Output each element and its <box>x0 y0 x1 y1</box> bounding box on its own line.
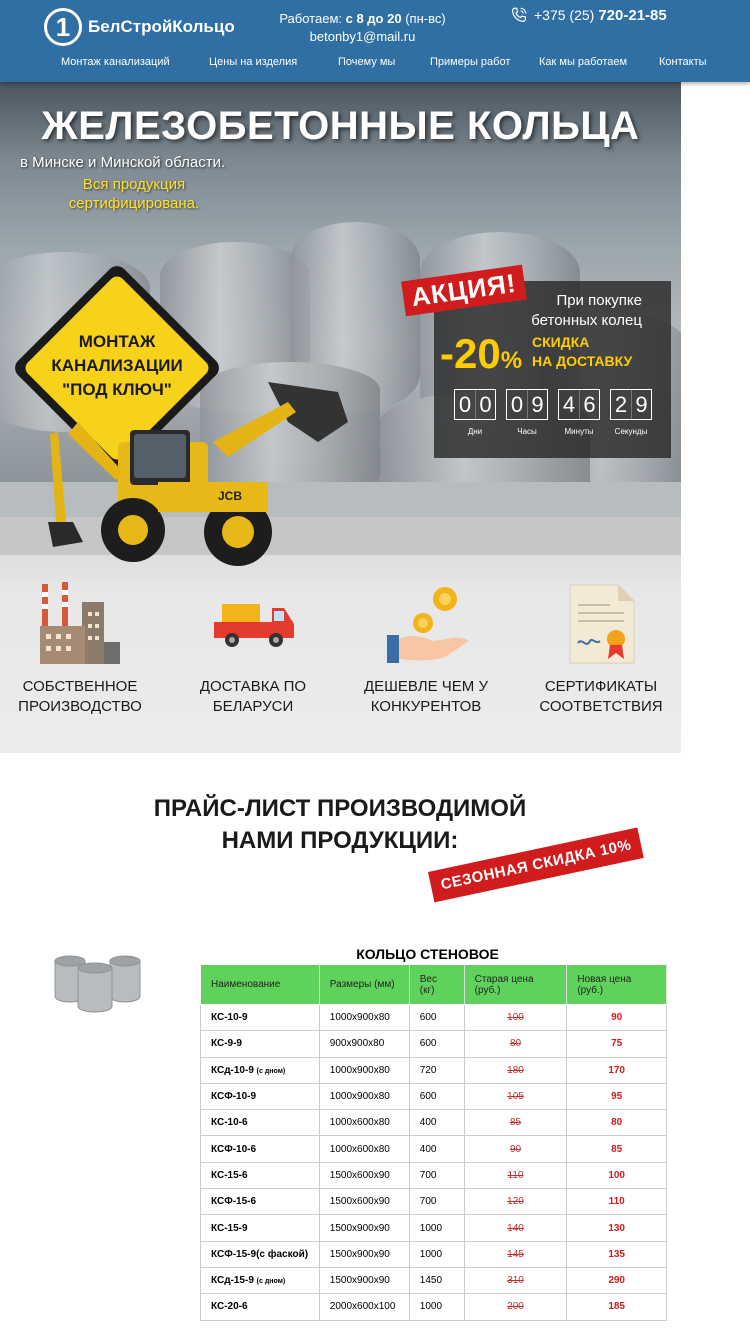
sign-text: МОНТАЖ КАНАЛИЗАЦИИ "ПОД КЛЮЧ" <box>51 332 183 399</box>
phone-link[interactable] <box>510 6 667 24</box>
feature-certificates <box>516 677 686 717</box>
feature-line1: ДЕШЕВЛЕ ЧЕМ У <box>364 678 488 695</box>
product-name-text: КСФ-15-9(с фаской) <box>211 1248 309 1260</box>
promo-discount-line2: НА ДОСТАВКУ <box>532 353 633 369</box>
certificate-icon <box>568 583 636 665</box>
product-name <box>201 1189 320 1215</box>
product-weight <box>409 1267 464 1293</box>
product-name <box>201 1110 320 1136</box>
old-price <box>464 1294 567 1320</box>
timer-hours <box>502 389 552 436</box>
old-price <box>464 1215 567 1241</box>
old-price <box>464 1136 567 1162</box>
timer-digit: 4 <box>562 392 576 417</box>
new-price-text: 185 <box>608 1301 625 1313</box>
product-weight <box>409 1057 464 1083</box>
product-size <box>319 1136 409 1162</box>
old-price <box>464 1031 567 1057</box>
main-nav <box>0 56 750 72</box>
old-price <box>464 1005 567 1031</box>
product-name-text: КС-10-6 <box>211 1117 248 1129</box>
product-name-text: КСд-15-9 <box>211 1275 254 1287</box>
new-price <box>567 1110 667 1136</box>
old-price-text: 110 <box>507 1169 524 1181</box>
nav-how-we-work[interactable]: Как мы работаем <box>539 56 628 68</box>
table-row <box>201 1083 667 1109</box>
new-price <box>567 1215 667 1241</box>
timer-label: Дни <box>467 427 483 436</box>
countdown-timer <box>450 389 656 436</box>
new-price-text: 170 <box>608 1064 625 1076</box>
old-price <box>464 1110 567 1136</box>
old-price-text: 310 <box>507 1275 524 1287</box>
product-name-text: КСФ-10-6 <box>211 1143 257 1155</box>
work-hours <box>260 10 465 46</box>
table-row <box>201 1057 667 1083</box>
old-price-text: 120 <box>507 1196 524 1208</box>
work-hours-bold: с 8 до 20 <box>345 11 402 26</box>
product-size-text: 1500х600х90 <box>329 1196 390 1208</box>
table-row <box>201 1031 667 1057</box>
product-name-text: КСФ-15-6 <box>211 1196 257 1208</box>
new-price <box>567 1189 667 1215</box>
new-price <box>567 1294 667 1320</box>
new-price-text: 100 <box>608 1169 625 1181</box>
new-price-text: 95 <box>611 1091 623 1103</box>
new-price-text: 135 <box>608 1248 625 1260</box>
timer-digit: 6 <box>579 390 599 419</box>
product-name <box>201 1267 320 1293</box>
column-header: Новая цена (руб.) <box>567 965 667 1005</box>
table-row <box>201 1005 667 1031</box>
feature-line1: ДОСТАВКА ПО <box>199 678 307 695</box>
table-row <box>201 1294 667 1320</box>
product-weight-text: 1000 <box>419 1222 443 1234</box>
old-price <box>464 1267 567 1293</box>
old-price <box>464 1057 567 1083</box>
feature-line2: БЕЛАРУСИ <box>212 698 294 715</box>
season-discount-badge: СЕЗОННАЯ СКИДКА 10% <box>428 827 644 902</box>
nav-why-us[interactable]: Почему мы <box>338 56 396 68</box>
product-weight <box>409 1215 464 1241</box>
product-note: (с дном) <box>256 1278 286 1286</box>
promo-percent-sign: % <box>500 347 523 374</box>
old-price-text: 105 <box>507 1091 524 1103</box>
new-price <box>567 1057 667 1083</box>
product-name-text: КС-15-6 <box>211 1169 248 1181</box>
product-name <box>201 1162 320 1188</box>
truck-icon <box>212 598 296 650</box>
old-price-text: 90 <box>509 1143 522 1155</box>
price-table-body <box>201 1005 667 1321</box>
product-size-text: 1500х900х90 <box>329 1275 390 1287</box>
table-row <box>201 1267 667 1293</box>
product-name-text: КС-10-9 <box>211 1012 248 1024</box>
product-weight-text: 400 <box>419 1143 437 1155</box>
product-name <box>201 1215 320 1241</box>
feature-line2: КОНКУРЕНТОВ <box>370 698 482 715</box>
product-name-text: КС-9-9 <box>211 1038 242 1050</box>
product-weight <box>409 1110 464 1136</box>
logo-number: 1 <box>44 8 82 46</box>
product-name-text: КСд-10-9 <box>211 1064 254 1076</box>
product-name <box>201 1005 320 1031</box>
phone-number: 720-21-85 <box>598 6 667 24</box>
product-weight-text: 700 <box>419 1169 437 1181</box>
product-weight <box>409 1083 464 1109</box>
product-size <box>319 1267 409 1293</box>
timer-minutes <box>554 389 604 436</box>
product-name-text: КС-15-9 <box>211 1222 248 1234</box>
product-weight <box>409 1189 464 1215</box>
product-weight-text: 1000 <box>419 1301 443 1313</box>
new-price <box>567 1083 667 1109</box>
product-weight-text: 1000 <box>419 1248 443 1260</box>
product-name <box>201 1083 320 1109</box>
new-price-text: 85 <box>611 1143 623 1155</box>
product-size <box>319 1241 409 1267</box>
product-name <box>201 1241 320 1267</box>
product-size-text: 1500х900х90 <box>329 1222 390 1234</box>
new-price-text: 110 <box>608 1196 625 1208</box>
table-row <box>201 1110 667 1136</box>
phone-icon <box>510 6 528 24</box>
product-size <box>319 1005 409 1031</box>
product-size-text: 1000х600х80 <box>329 1143 390 1155</box>
timer-label: Минуты <box>564 427 594 436</box>
product-size-text: 2000х600х100 <box>329 1301 396 1313</box>
product-name <box>201 1136 320 1162</box>
table-row <box>201 1136 667 1162</box>
table-row <box>201 1162 667 1188</box>
product-weight-text: 720 <box>419 1064 437 1076</box>
product-name <box>201 1294 320 1320</box>
column-header: Наименование <box>201 965 320 1005</box>
old-price-text: 100 <box>507 1012 524 1024</box>
nav-prices[interactable]: Цены на изделия <box>209 56 298 68</box>
timer-label: Часы <box>517 427 537 436</box>
new-price <box>567 1136 667 1162</box>
timer-digit: 9 <box>631 390 651 419</box>
product-weight <box>409 1294 464 1320</box>
price-title-line1: ПРАЙС-ЛИСТ ПРОИЗВОДИМОЙ <box>153 795 527 822</box>
table-row <box>201 1215 667 1241</box>
table-row <box>201 1241 667 1267</box>
logo[interactable] <box>44 8 235 46</box>
nav-contacts[interactable]: Контакты <box>659 56 707 68</box>
product-size <box>319 1031 409 1057</box>
feature-line1: СЕРТИФИКАТЫ <box>544 678 658 695</box>
timer-digit: 0 <box>475 390 495 419</box>
product-size <box>319 1110 409 1136</box>
svg-text:JCB: JCB <box>218 489 243 503</box>
old-price-text: 200 <box>507 1301 524 1313</box>
price-title-line2: НАМИ ПРОДУКЦИИ: <box>221 827 459 854</box>
new-price-text: 290 <box>608 1275 625 1287</box>
product-size-text: 1000х900х80 <box>329 1064 390 1076</box>
old-price-text: 180 <box>507 1064 524 1076</box>
new-price <box>567 1031 667 1057</box>
feature-delivery <box>168 677 338 717</box>
new-price <box>567 1005 667 1031</box>
hero-certified: Вся продукция сертифицирована. <box>68 176 200 212</box>
table-row <box>201 1189 667 1215</box>
product-weight-text: 700 <box>419 1196 437 1208</box>
promo-discount <box>532 333 632 371</box>
column-header: Старая цена (руб.) <box>464 965 567 1005</box>
timer-days <box>450 389 500 436</box>
timer-label: Секунды <box>614 427 648 436</box>
old-price <box>464 1189 567 1215</box>
price-title <box>110 793 570 857</box>
product-weight <box>409 1136 464 1162</box>
old-price-text: 145 <box>507 1248 524 1260</box>
promo-percent-value: -20 <box>440 330 501 377</box>
nav-examples[interactable]: Примеры работ <box>430 56 511 68</box>
product-note: (с дном) <box>256 1067 286 1075</box>
new-price-text: 90 <box>611 1012 623 1024</box>
product-name-text: КСФ-10-9 <box>211 1091 257 1103</box>
product-size-text: 1000х900х80 <box>329 1012 390 1024</box>
timer-digit: 2 <box>614 392 628 417</box>
new-price-text: 130 <box>608 1222 625 1234</box>
old-price <box>464 1241 567 1267</box>
phone-prefix: +375 (25) <box>534 7 595 23</box>
product-size <box>319 1215 409 1241</box>
concrete-rings-image <box>50 946 145 1016</box>
hero-subtitle: в Минске и Минской области. <box>20 154 226 171</box>
product-size-text: 1500х600х90 <box>329 1169 390 1181</box>
backhoe-loader-image <box>38 372 358 567</box>
product-size <box>319 1057 409 1083</box>
product-weight <box>409 1241 464 1267</box>
product-size-text: 1000х600х80 <box>329 1117 390 1129</box>
product-size <box>319 1294 409 1320</box>
old-price-text: 85 <box>509 1117 522 1129</box>
nav-sewerage[interactable]: Монтаж канализаций <box>61 56 170 68</box>
product-weight-text: 400 <box>419 1117 437 1129</box>
product-weight-text: 600 <box>419 1091 437 1103</box>
old-price <box>464 1083 567 1109</box>
table-header-row <box>201 965 667 1005</box>
new-price <box>567 1267 667 1293</box>
feature-line1: СОБСТВЕННОЕ <box>22 678 138 695</box>
feature-line2: СООТВЕТСТВИЯ <box>539 698 663 715</box>
promo-discount-line1: СКИДКА <box>532 334 590 350</box>
product-name <box>201 1057 320 1083</box>
product-name-text: КС-20-6 <box>211 1301 248 1313</box>
table-title: КОЛЬЦО СТЕНОВОЕ <box>356 946 499 962</box>
new-price-text: 80 <box>611 1117 623 1129</box>
timer-digit: 9 <box>527 390 547 419</box>
promo-badge: АКЦИЯ! <box>401 265 526 317</box>
product-weight <box>409 1162 464 1188</box>
product-size-text: 900х900х80 <box>329 1038 385 1050</box>
old-price-text: 80 <box>509 1038 522 1050</box>
product-weight-text: 600 <box>419 1012 437 1024</box>
old-price <box>464 1162 567 1188</box>
factory-icon <box>38 582 122 666</box>
feature-cheaper <box>341 677 511 717</box>
feature-own-production <box>0 677 165 717</box>
work-prefix: Работаем: <box>279 11 342 26</box>
email-link[interactable]: betonby1@mail.ru <box>309 29 416 44</box>
timer-seconds <box>606 389 656 436</box>
product-weight <box>409 1031 464 1057</box>
hero-title: ЖЕЛЕЗОБЕТОННЫЕ КОЛЬЦА <box>41 104 640 148</box>
timer-digit: 0 <box>458 392 472 417</box>
logo-text: БелСтройКольцо <box>88 17 235 36</box>
product-size-text: 1500х900х90 <box>329 1248 390 1260</box>
product-size <box>319 1189 409 1215</box>
column-header: Вес (кг) <box>409 965 464 1005</box>
feature-line2: ПРОИЗВОДСТВО <box>18 698 142 715</box>
column-header: Размеры (мм) <box>319 965 409 1005</box>
product-weight-text: 1450 <box>419 1275 443 1287</box>
promo-text: При покупке бетонных колец <box>531 292 642 329</box>
new-price-text: 75 <box>611 1038 623 1050</box>
product-weight <box>409 1005 464 1031</box>
product-size <box>319 1162 409 1188</box>
new-price <box>567 1162 667 1188</box>
product-weight-text: 600 <box>419 1038 437 1050</box>
promo-percent <box>440 330 522 378</box>
site-header <box>0 0 750 82</box>
timer-digit: 0 <box>510 392 524 417</box>
old-price-text: 140 <box>507 1222 524 1234</box>
product-name <box>201 1031 320 1057</box>
price-table <box>200 964 667 1321</box>
product-size-text: 1000х900х80 <box>329 1091 390 1103</box>
new-price <box>567 1241 667 1267</box>
work-suffix: (пн-вс) <box>405 11 446 26</box>
coin-hand-icon <box>385 585 473 665</box>
product-size <box>319 1083 409 1109</box>
